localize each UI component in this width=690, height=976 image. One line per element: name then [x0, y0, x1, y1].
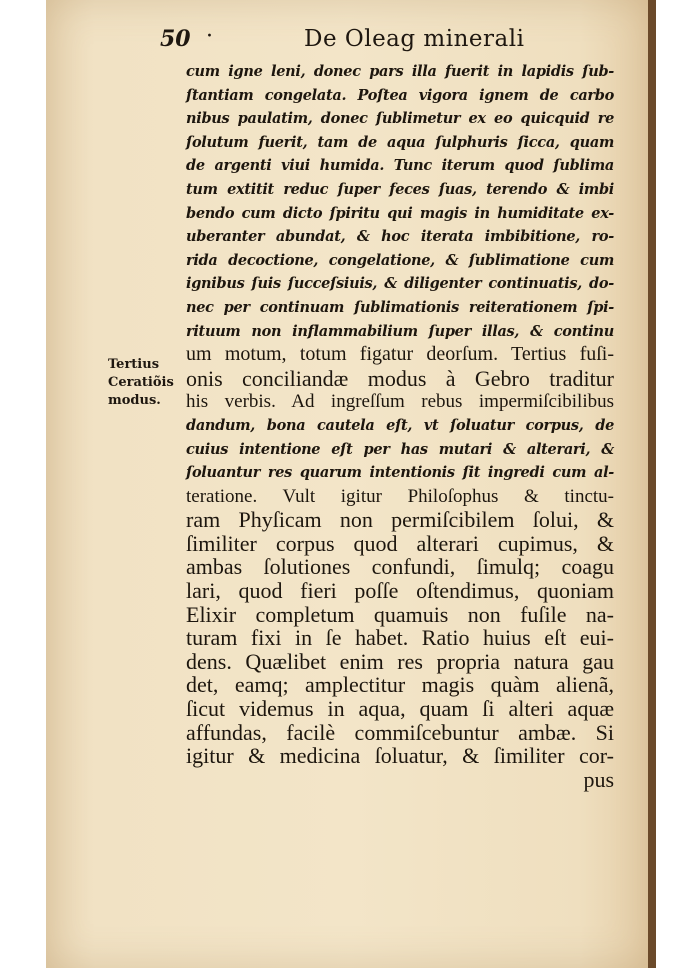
margin-note-line: Ceratiõis	[108, 375, 174, 390]
text-line: ſoluantur res quarum intentionis ſit ingredi cum al-	[186, 464, 614, 482]
text-line: ſolutum fuerit, tam de aqua ſulphuris ſicca, quam	[186, 133, 614, 151]
text-line: det, eamq; amplectitur magis quàm alienã,	[186, 672, 614, 698]
margin-note	[108, 356, 188, 410]
margin-note-line: modus.	[108, 393, 161, 408]
page-number: 50	[160, 26, 191, 52]
body-text	[186, 60, 614, 791]
text-line: cuius intentione eſt per has mutari & alterari, &	[186, 440, 614, 458]
text-line: cum igne leni, donec pars illa fuerit in lapidis ſub-	[186, 63, 614, 80]
text-line: ram Phyſicam non permiſcibilem ſolui, &	[186, 507, 614, 533]
text-line: dens. Quælibet enim res propria natura gau	[186, 648, 614, 674]
text-line: onis conciliandæ modus à Gebro traditur	[186, 365, 614, 391]
text-line: lari, quod fieri poſſe oſtendimus, quoniam	[186, 578, 614, 604]
text-line: Elixir completum quamuis non fuſile na-	[186, 601, 614, 627]
text-line: rituum non inflammabilium ſuper illas, & continu	[186, 322, 614, 340]
text-line: ſimiliter corpus quod alterari cupimus, &	[186, 530, 614, 556]
text-line: bendo cum dicto ſpiritu qui magis in humiditate ex-	[186, 204, 614, 222]
page-header	[160, 22, 580, 56]
text-line: turam fixi in ſe habet. Ratio huius eſt eui-	[186, 625, 614, 651]
text-line: teratione. Vult igitur Philoſophus & tinctu-	[186, 485, 614, 507]
text-line: nec per continuam ſublimationis reiterationem ſpi-	[186, 298, 614, 316]
text-line: igitur & medicina ſoluatur, & ſimiliter cor-	[186, 743, 614, 769]
text-line: his verbis. Ad ingreſſum rebus impermiſcibilibus	[186, 391, 614, 413]
text-line: nibus paulatim, donec ſublimetur ex eo quicquid re	[186, 110, 614, 128]
catchword: pus	[583, 766, 614, 792]
text-line: ſtantiam congelata. Poſtea vigora ignem de carbo	[186, 86, 614, 104]
text-line: ſicut videmus in aqua, quam ſi alteri aquæ	[186, 696, 614, 722]
text-line: ambas ſolutiones confundi, ſimulq; coagu	[186, 554, 614, 580]
text-line: uberanter abundat, & hoc iterata imbibitione, ro-	[186, 228, 614, 246]
text-line: rida decoctione, congelatione, & ſublimatione cum	[186, 251, 614, 269]
text-line: de argenti viui humida. Tunc iterum quod ſublima	[186, 157, 614, 175]
margin-note-line: Tertius	[108, 357, 160, 372]
text-line: affundas, facilè commiſcebuntur ambæ. Si	[186, 719, 614, 745]
text-line: tum extitit reduc ſuper feces ſuas, terendo & imbi	[186, 180, 614, 198]
text-line: ignibus ſuis ſucceſsiuis, & diligenter continuatis, do-	[186, 275, 614, 293]
running-title: De Oleag minerali	[304, 26, 525, 52]
text-line: dandum, bona cautela eſt, vt ſoluatur corpus, de	[186, 416, 614, 434]
page-edge	[648, 0, 656, 968]
header-dot: ·	[206, 24, 213, 49]
text-line: um motum, totum figatur deorſum. Tertius fuſi-	[186, 343, 614, 366]
